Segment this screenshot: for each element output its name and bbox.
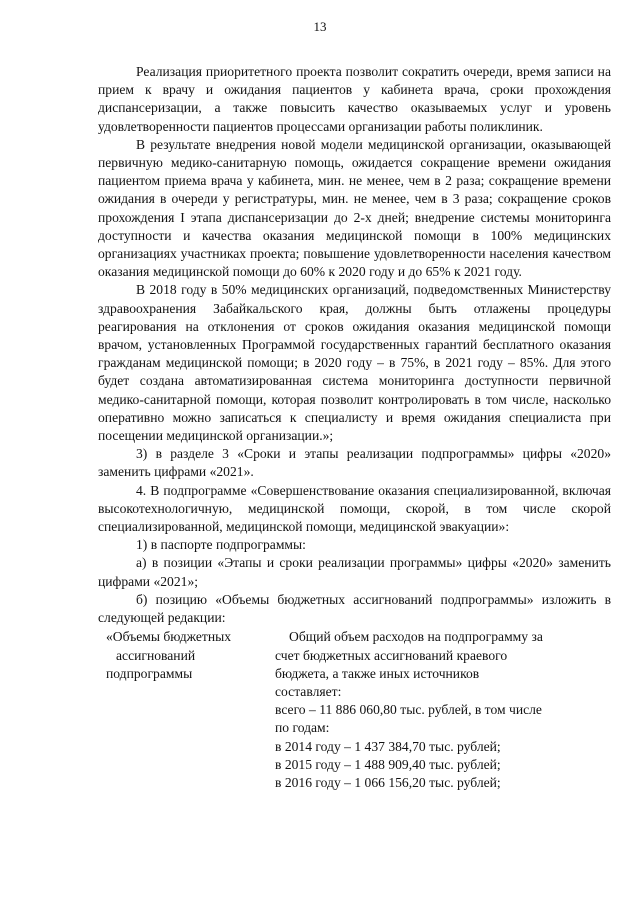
passport-value-line: Общий объем расходов на подпрограмму за bbox=[289, 629, 543, 645]
passport-value-line: в 2015 году – 1 488 909,40 тыс. рублей; bbox=[275, 756, 501, 772]
paragraph: 1) в паспорте подпрограммы: bbox=[136, 537, 306, 553]
passport-value-line: счет бюджетных ассигнований краевого bbox=[275, 647, 508, 663]
passport-value-line: по годам: bbox=[275, 720, 330, 736]
paragraph: В результате внедрения новой модели медицинской организации, оказывающей первичную медико-санитарную помощь, ожидается сокращение времени ожидания пациентом приема врача у кабинета, мин. не менее, чем в 2 раза; сокращение времени ожидания в очереди у регистратуры, мин. не менее, чем в 3 раза; сокращение сроков прохождения I этапа диспансеризации до 2-х дней; внедрение системы мониторинга доступности и качества оказания медицинской помощи в 100% медицинских организациях участниках проекта; повышение удовлетворенности населения качеством оказания медицинской помощи до 60% к 2020 году и до 65% к 2021 году. bbox=[98, 136, 611, 280]
paragraph: В 2018 году в 50% медицинских организаций, подведомственных Министерству здравоохранения Забайкальского края, должны быть отлажены процедуры реагирования на отклонения от сроков ожидания оказания медицинской помощи врачом, установленных Программой государственных гарантий бесплатного оказания гражданам медицинской помощи; в 2020 году – в 75%, в 2021 году – 85%. Для этого будет создана автоматизированная система мониторинга доступности первичной медико-санитарной помощи, которая позволит контролировать в том числе, насколько оперативно можно записаться к специалисту и время ожидания специалиста при посещении медицинской организации.»; bbox=[98, 282, 611, 444]
passport-value-line: в 2016 году – 1 066 156,20 тыс. рублей; bbox=[275, 774, 501, 790]
passport-table bbox=[98, 628, 611, 792]
paragraph: б) позицию «Объемы бюджетных ассигнований подпрограммы» изложить в следующей редакции: bbox=[98, 591, 611, 626]
passport-label-line: подпрограммы bbox=[106, 665, 193, 681]
passport-label-line: ассигнований bbox=[116, 647, 196, 663]
passport-label-cell bbox=[98, 628, 273, 792]
passport-value-line: составляет: bbox=[275, 683, 342, 699]
passport-value-line: всего – 11 886 060,80 тыс. рублей, в том числе bbox=[275, 702, 542, 718]
document-body bbox=[98, 63, 611, 792]
passport-value-line: бюджета, а также иных источников bbox=[275, 665, 480, 681]
passport-value-cell bbox=[273, 628, 611, 792]
page-number: 13 bbox=[313, 19, 327, 34]
passport-label-line: «Объемы бюджетных bbox=[106, 629, 232, 645]
paragraph: 4. В подпрограмме «Совершенствование оказания специализированной, включая высокотехнологичную, медицинской помощи, скорой, в том числе скорой специализированной, медицинской помощи, медицинской эвакуации»: bbox=[98, 482, 611, 535]
paragraph: а) в позиции «Этапы и сроки реализации программы» цифры «2020» заменить цифрами «2021»; bbox=[98, 555, 611, 589]
paragraph: Реализация приоритетного проекта позволит сократить очереди, время записи на прием к врачу и ожидания пациентов у кабинета врача, сроки прохождения диспансеризации, а также повысить качество оказываемых услуг и уровень удовлетворенности пациентов процессами организации работы поликлиник. bbox=[98, 64, 611, 134]
paragraph: 3) в разделе 3 «Сроки и этапы реализации подпрограммы» цифры «2020» заменить цифрами «2021». bbox=[98, 446, 611, 480]
passport-value-line: в 2014 году – 1 437 384,70 тыс. рублей; bbox=[275, 738, 501, 754]
